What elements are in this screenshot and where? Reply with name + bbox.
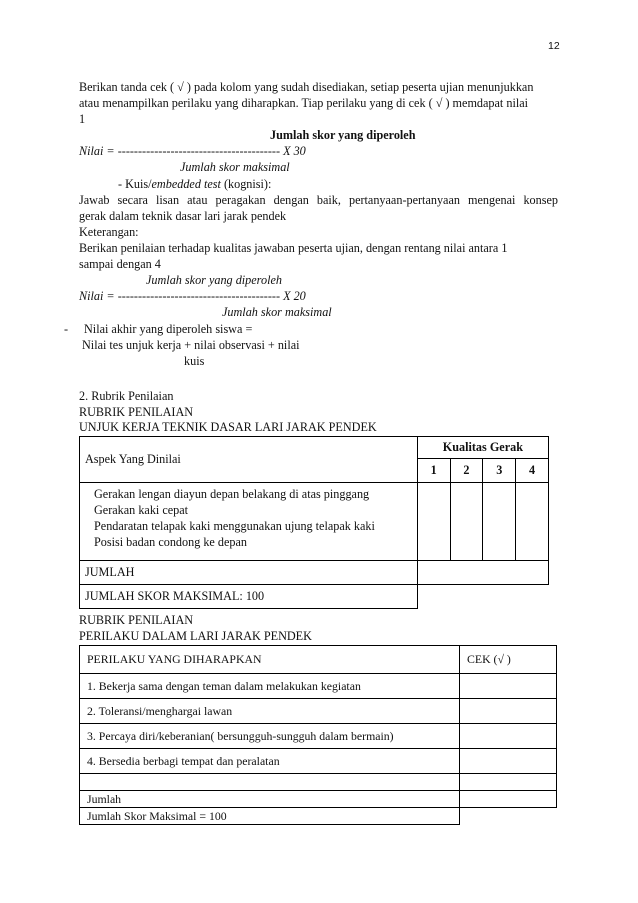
rubric-title-1: RUBRIK PENILAIAN — [79, 405, 194, 419]
formula1-denominator: Jumlah skor maksimal — [180, 160, 290, 174]
score-cell-3[interactable] — [483, 483, 516, 561]
check-cell[interactable] — [460, 774, 557, 791]
criteria-row — [80, 483, 549, 561]
check-cell[interactable] — [460, 674, 557, 699]
score-header-1: 1 — [417, 459, 450, 483]
section-heading: 2. Rubrik Penilaian — [79, 389, 174, 403]
behavior-header-row — [80, 646, 557, 674]
table-row — [80, 674, 557, 699]
performance-rubric-table — [79, 436, 549, 609]
behavior-item: 4. Bersedia berbagi tempat dan peralatan — [80, 749, 460, 774]
criteria-list — [80, 483, 418, 561]
keterangan-label: Keterangan: — [79, 225, 139, 239]
max-score-label: Jumlah Skor Maksimal = 100 — [80, 808, 460, 825]
jumlah-row — [80, 561, 549, 585]
quality-header: Kualitas Gerak — [417, 437, 548, 459]
criteria-item: Gerakan kaki cepat — [94, 503, 189, 517]
behavior-rubric-table — [79, 645, 557, 825]
formula2-numerator: Jumlah skor yang diperoleh — [146, 273, 282, 287]
rubric-title-2: RUBRIK PENILAIAN — [79, 613, 194, 627]
max-score-row — [80, 585, 549, 609]
final-line-1: Nilai akhir yang diperoleh siswa = — [84, 322, 253, 336]
keterangan-line-1: Berikan penilaian terhadap kualitas jawaban peserta ujian, dengan rentang nilai antara 1 — [79, 241, 508, 255]
score-header-4: 4 — [516, 459, 549, 483]
criteria-item: Gerakan lengan diayun depan belakang di atas pinggang — [94, 487, 370, 501]
jumlah-value-cell[interactable] — [460, 791, 557, 808]
blank-cell — [80, 774, 460, 791]
table-row — [80, 724, 557, 749]
kuis-line-2: gerak dalam teknik dasar lari jarak pendek — [79, 209, 287, 223]
formula1-left: Nilai = ---------------------------------------- X 30 — [79, 144, 306, 158]
score-cell-1[interactable] — [417, 483, 450, 561]
check-header: CEK (√ ) — [460, 646, 557, 674]
behavior-item: 3. Percaya diri/keberanian( bersungguh-sungguh dalam bermain) — [80, 724, 460, 749]
formula2-denominator: Jumlah skor maksimal — [222, 305, 332, 319]
rubric-subtitle-2: PERILAKU DALAM LARI JARAK PENDEK — [79, 629, 312, 643]
final-line-2: Nilai tes unjuk kerja + nilai observasi + nilai — [82, 338, 300, 352]
rubric-subtitle-1: UNJUK KERJA TEKNIK DASAR LARI JARAK PENDEK — [79, 420, 377, 434]
max-score-row — [80, 808, 557, 825]
intro-line-3: 1 — [79, 112, 86, 126]
behavior-item: 1. Bekerja sama dengan teman dalam melakukan kegiatan — [80, 674, 460, 699]
behavior-item: 2. Toleransi/menghargai lawan — [80, 699, 460, 724]
score-header-3: 3 — [483, 459, 516, 483]
criteria-item: Posisi badan condong ke depan — [94, 535, 247, 549]
behavior-header: PERILAKU YANG DIHARAPKAN — [80, 646, 460, 674]
aspect-header: Aspek Yang Dinilai — [80, 437, 418, 483]
table-header-row — [80, 437, 549, 459]
formula2-left: Nilai = ---------------------------------------- X 20 — [79, 289, 306, 303]
kuis-line-1: Jawab secara lisan atau peragakan dengan baik, pertanyaan-pertanyaan mengenai konsep — [79, 193, 558, 207]
table-row — [80, 774, 557, 791]
check-cell[interactable] — [460, 699, 557, 724]
max-score-label: JUMLAH SKOR MAKSIMAL: 100 — [80, 585, 418, 609]
kuis-heading: - Kuis/embedded test (kognisi): — [118, 177, 272, 191]
jumlah-value-cell[interactable] — [417, 561, 548, 585]
score-header-2: 2 — [450, 459, 483, 483]
keterangan-line-2: sampai dengan 4 — [79, 257, 161, 271]
table-row — [80, 699, 557, 724]
score-cell-4[interactable] — [516, 483, 549, 561]
criteria-item: Pendaratan telapak kaki menggunakan ujung telapak kaki — [94, 519, 375, 533]
table-row — [80, 749, 557, 774]
jumlah-label: JUMLAH — [80, 561, 418, 585]
jumlah-row — [80, 791, 557, 808]
jumlah-label: Jumlah — [80, 791, 460, 808]
page-number: 12 — [548, 40, 560, 52]
check-cell[interactable] — [460, 749, 557, 774]
formula1-numerator: Jumlah skor yang diperoleh — [270, 128, 416, 142]
final-line-3: kuis — [184, 354, 205, 368]
intro-line-2: atau menampilkan perilaku yang diharapkan. Tiap perilaku yang di cek ( √ ) memdapat nilai — [79, 96, 529, 110]
score-cell-2[interactable] — [450, 483, 483, 561]
final-dash: - — [64, 322, 69, 336]
intro-line-1: Berikan tanda cek ( √ ) pada kolom yang sudah disediakan, setiap peserta ujian menunjukkan — [79, 80, 534, 94]
check-cell[interactable] — [460, 724, 557, 749]
